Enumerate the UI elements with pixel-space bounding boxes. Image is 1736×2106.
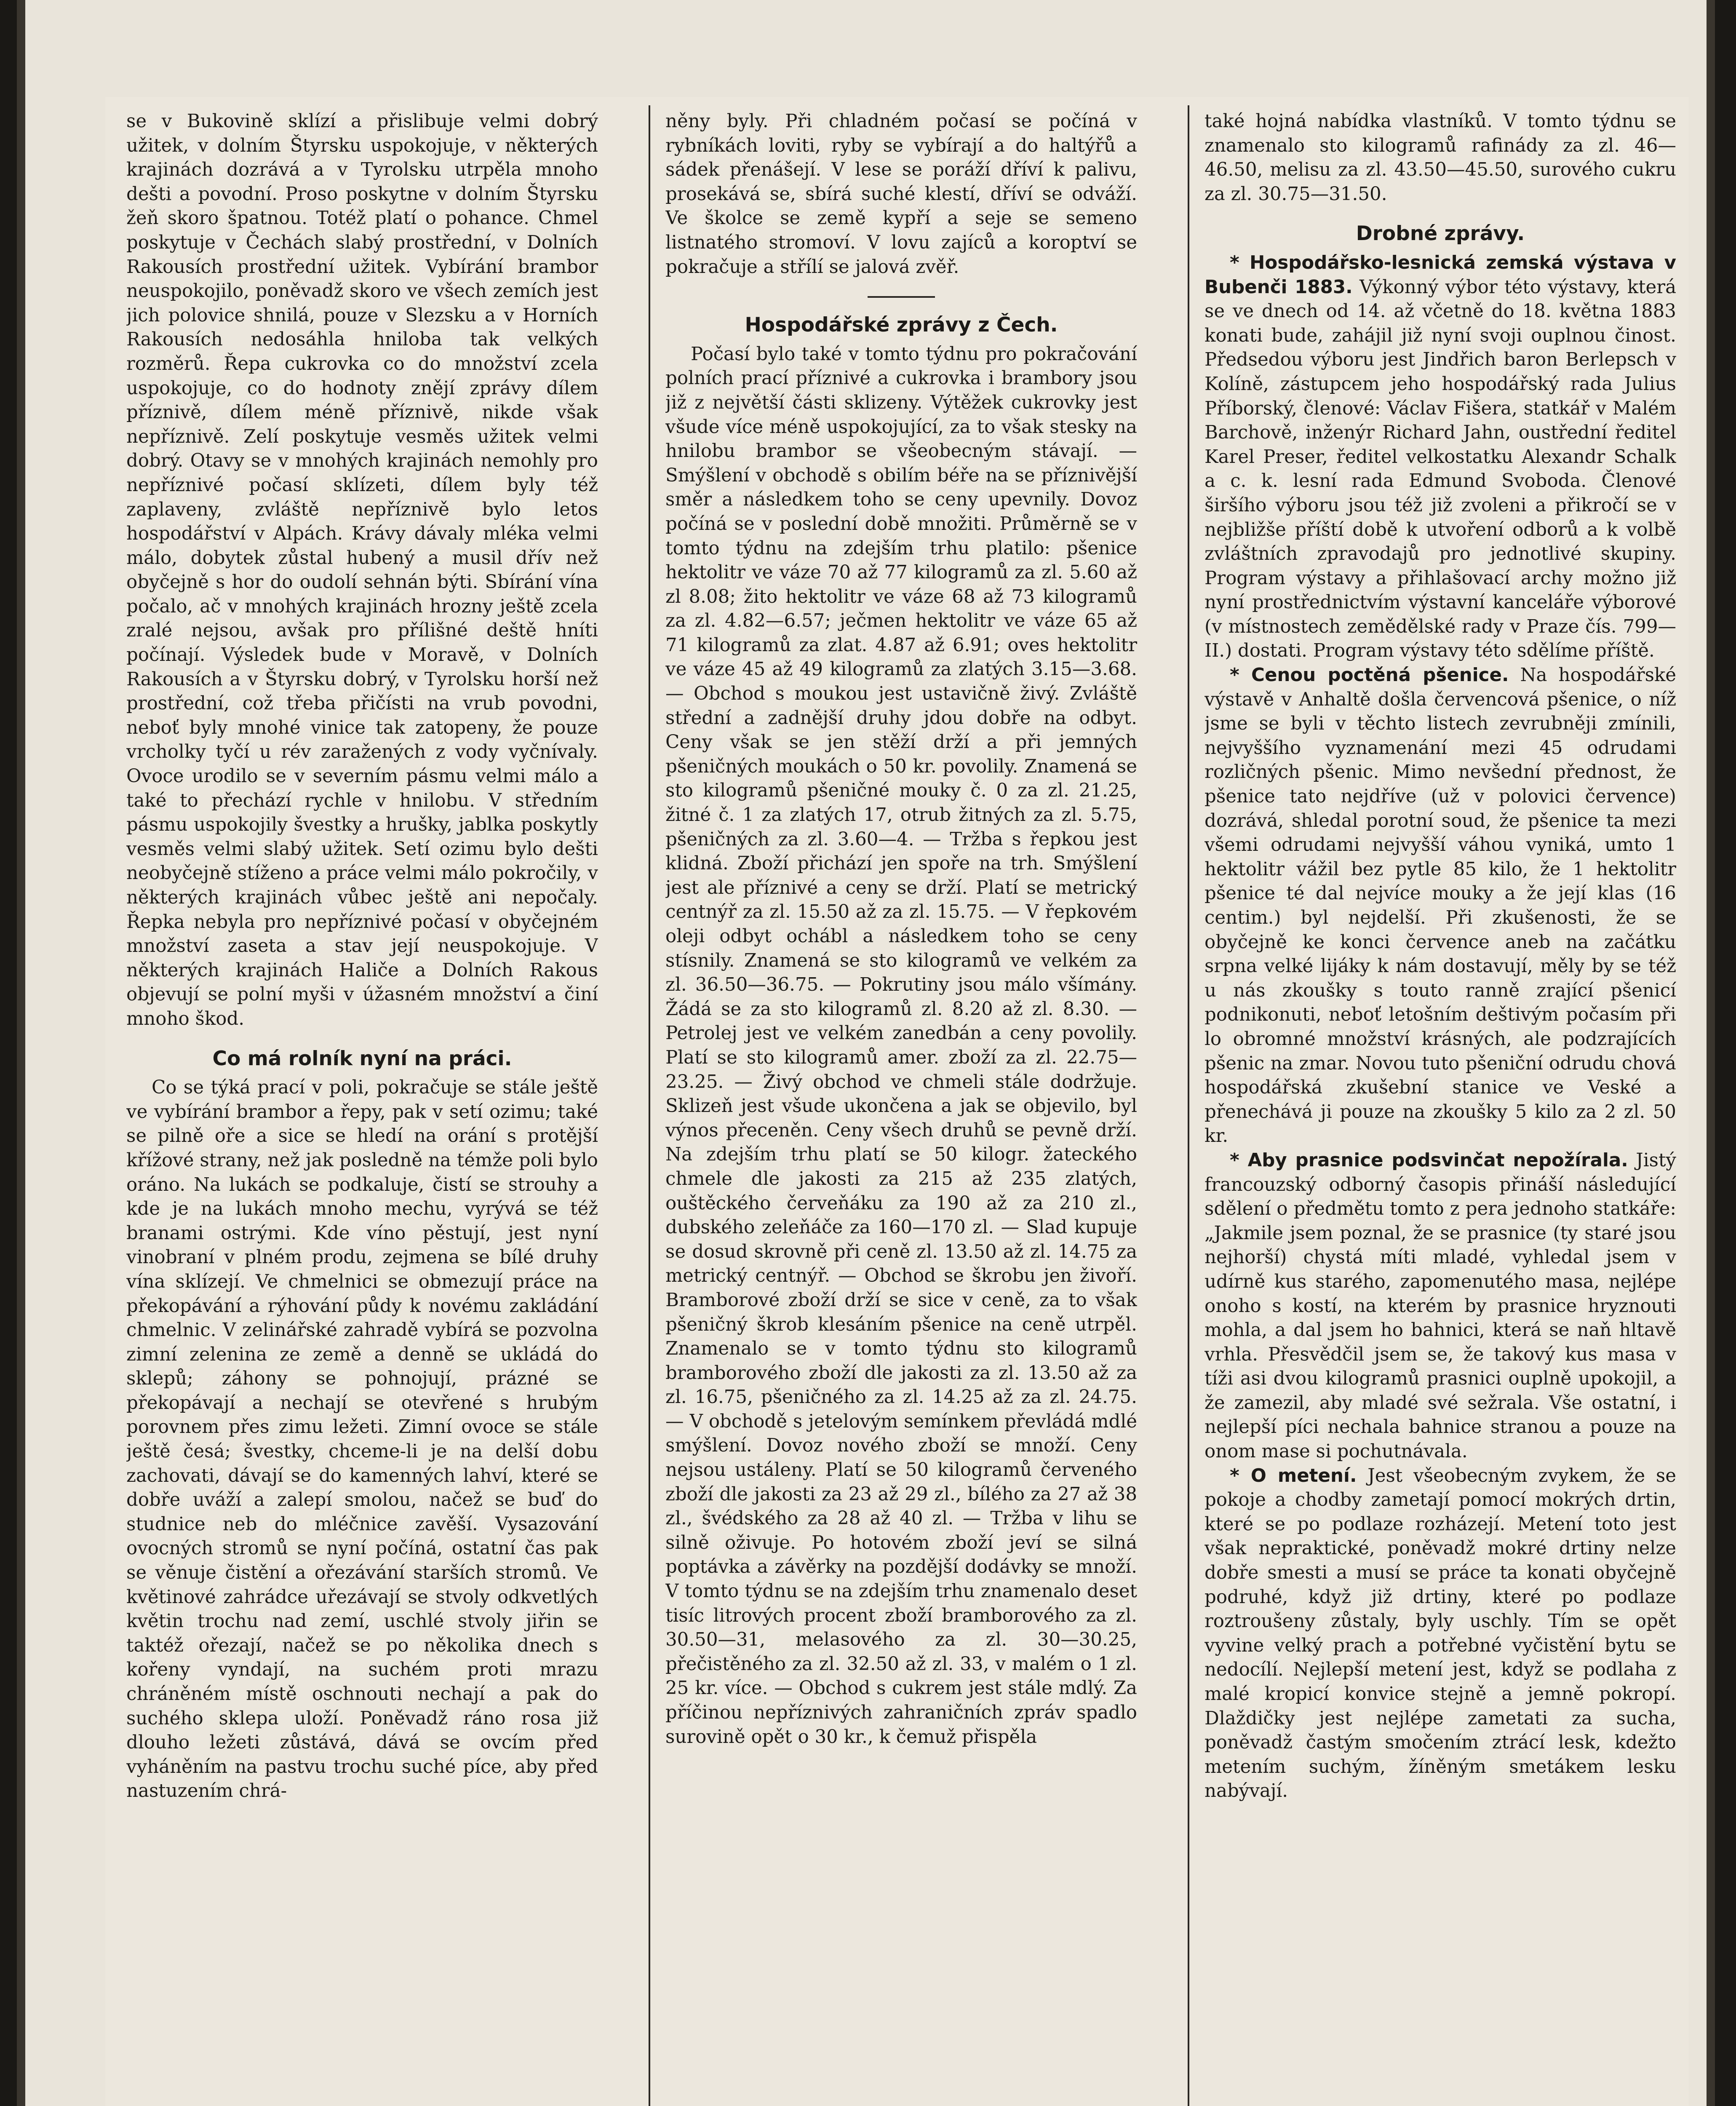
- column-rule: [1188, 105, 1189, 2106]
- column-3: [1205, 110, 1676, 2106]
- newspaper-page: [105, 97, 1689, 2106]
- column-2: [665, 110, 1137, 2106]
- continued-paragraph: se v Bukovině sklízí a přislibuje velmi dobrý užitek, v dolním Štyrsku uspokojuje, v některých krajinách dozrává a v Tyrolsku utrpěla mnoho dešti a povodní. Proso poskytne v dolním Štyrsku žeň skoro špatnou. Totéž platí o pohance. Chmel poskytuje v Čechách slabý prostřední, v Dolních Rakousích prostřední užitek. Vybírání brambor neuspokojilo, poněvadž skoro ve všech zemích jest jich polovice shnilá, pouze v Slezsku a v Horních Rakousích nedosáhla hniloba tak velkých rozměrů. Řepa cukrovka co do množství zcela uspokojuje, co do hodnoty znějí zprávy dílem příznivě, dílem méně příznivě, nikde však nepříznivě. Zelí poskytuje vesměs užitek velmi dobrý. Otavy se v mnohých krajinách nemohly pro nepříznivé počasí sklízeti, dílem byly též zaplaveny, zvláště nepříznivě bylo letos hospodářství v Alpách. Krávy dávaly mléka velmi málo, dobytek zůstal hubený a musil dřív než obyčejně s hor do oudolí sehnán býti. Sbírání vína počalo, ač v mnohých krajinách hrozny ještě zcela zralé nejsou, avšak pro přílišné deště hníti počínají. Výsledek bude v Moravě, v Dolních Rakousích a v Štyrsku dobrý, v Tyrolsku horší než prostřední, což třeba přičísti na vrub povodni, neboť byly mnohé vinice tak zatopeny, že pouze vrcholky tyčí u rév zaražených z vody vyčnívaly. Ovoce urodilo se v severním pásmu velmi málo a také to přechází rychle v hnilobu. V středním pásmu uspokojily švestky a hrušky, jablka poskytly vesměs velmi slabý užitek. Setí ozimu bylo dešti neobyčejně stíženo a práce velmi málo pokročily, v některých krajinách vůbec ještě ani nepočaly. Řepka nebyla pro nepříznivé počasí v obyčejném množství zaseta a stav její neuspokojuje. V některých krajinách Haliče a Dolních Rakous objevují se polní myši v úžasném množství a činí mnoho škod.: [126, 111, 598, 1029]
- column-rule: [649, 105, 650, 2106]
- news-item-title: * Aby prasnice podsvinčat nepožírala.: [1230, 1149, 1628, 1171]
- paragraph: Co se týká prací v poli, pokračuje se stále ještě ve vybírání brambor a řepy, pak v setí ozimu; také se pilně oře a sice se hledí na orání s protější křížové strany, než jak posledně na témže poli bylo oráno. Na lukách se podkaluje, čistí se strouhy a kde je na lukách mnoho mechu, vyrývá se též branami ostrými. Kde víno pěstují, jest nyní vinobraní v plném produ, zejmena se bílé druhy vína sklízejí. Ve chmelnici se obmezují práce na překopávání a rýhování půdy k novému zakládání chmelnic. V zelinářské zahradě vybírá se pozvolna zimní zelenina ze země a denně se ukládá do sklepů; záhony se pohnojují, prázné se překopávají a nechají se otevřené s hrubým porovnem přes zimu ležeti. Zimní ovoce se stále ještě česá; švestky, chceme-li je na delší dobu zachovati, dávají se do kamenných lahví, které se dobře uváží a zalepí smolou, načež se buď do studnice neb do mléčnice zavěší. Vysazování ovocných stromů se nyní počíná, ostatní čas pak se věnuje čistění a ořezávání starších stromů. Ve květinové zahrádce uřezávají se stvoly odkvetlých květin trochu nad zemí, uschlé stvoly jiřin se taktéž ořezají, načež se po několika dnech s kořeny vyndají, na suchém proti mrazu chráněném místě oschnouti nechají a pak do suchého sklepa uloží. Poněvadž ráno rosa již dlouho ležeti zůstává, dává se ovcím před vyháněním na pastvu trochu suché píce, aby před nastuzením chrá-: [126, 1077, 598, 1802]
- news-item-title: * Hospodářsko-lesnická zemská výstava v Bubenči 1883.: [1205, 252, 1676, 298]
- news-item-text: Jest všeobecným zvykem, že se pokoje a chodby zametají pomocí mokrých drtin, které se po podlaze rozházejí. Metení toto jest však nepraktické, poněvadž mokré drtiny nelze dobře smesti a musí se práce ta konati obyčejně podruhé, když již drtiny, které po podlaze roztroušeny zůstaly, byly uschly. Tím se opět vyvine velký prach a potřebné vyčistění bytu se nedocílí. Nejlepší metení jest, když se podlaha z malé kropicí konvice stejně a jemně pokropí. Dlaždičky jest nejlépe zametati za sucha, poněvadž častým smočením ztrácí lesk, kdežto metením suchým, žíněným smetákem lesku nabývají.: [1205, 1465, 1676, 1802]
- news-item-text: Na hospodářské výstavě v Anhaltě došla červencová pšenice, o níž jsme se byli v těchto listech zevrubněji zmínili, nejvyššího vyznamenání mezi 45 odrudami rozličných pšenic. Mimo nevšední přednost, že pšenice tato nejdříve (už v polovici července) dozrává, shledal porotní soud, že pšenice ta mezi všemi odrudami nejvyšší váhou vyniká, umto 1 hektolitr vážil bez pytle 85 kilo, že 1 hektolitr pšenice té dal nejvíce mouky a že její klas (16 centim.) byl nejdelší. Při zkušenosti, že se obyčejně ke konci července aneb na začátku srpna velké lijáky k nám dostavují, měly by se též u nás zkoušky s touto ranně zrající pšenicí podnikonuti, neboť letošním deštivým počasím při lo obromné množství krásných, ale podzrajících pšenic na zmar. Novou tuto pšeniční odrudu chová hospodářská zkušební stanice ve Veské a přenechává ji pouze na zkoušky 5 kilo za 2 zl. 50 kr.: [1205, 665, 1676, 1147]
- news-item-title: * O metení.: [1230, 1465, 1357, 1486]
- column-1: [126, 110, 598, 2106]
- section-heading: Hospodářské zprávy z Čech.: [745, 313, 1058, 337]
- news-item-text: Výkonný výbor této výstavy, která se ve dnech od 14. až včetně do 18. května 1883 konati bude, zahájil již nyní svoji ouplnou činost. Předsedou výboru jest Jindřich baron Berlepsch v Kolíně, zástupcem jeho hospodářský rada Julius Příborský, členové: Václav Fišera, statkář v Malém Barchově, inženýr Richard Jahn, oustřední ředitel Karel Preser, ředitel velkostatku Alexandr Schalk a c. k. lesní rada Edmund Svoboda. Členové širšího výboru jsou též již zvoleni a přikročí se v nejbližše příští době k utvoření odborů a k volbě zvláštních zpravodajů pro jednotlivé skupiny. Program výstavy a přihlašovací archy možno již nyní prostřednictvím výstavní kanceláře výborové (v místnostech zemědělské rady v Praze čís. 799—II.) dostati. Program výstavy této sdělíme příště.: [1205, 276, 1676, 662]
- continued-paragraph: něny byly. Při chladném počasí se počíná v rybníkách loviti, ryby se vybírají a do haltýřů a sádek přenášejí. V lese se poráží dříví k palivu, prosekává se, sbírá suché klestí, dříví se odváží. Ve školce se země kypří a seje se semeno listnatého stromoví. V lovu zajíců a koroptví se pokračuje a střílí se jalová zvěř.: [665, 111, 1137, 278]
- news-item: [1205, 1464, 1676, 1804]
- section-heading: Co má rolník nyní na práci.: [212, 1047, 512, 1070]
- section-heading: Drobné zprávy.: [1356, 222, 1525, 246]
- news-item: [1205, 1149, 1676, 1464]
- news-item-text: Jistý francouzský odborný časopis přináší následující sdělení o předmětu tomto z pera jednoho statkáře: „Jakmile jsem poznal, že se prasnice (ty staré jsou nejhorší) chystá míti mladé, vyhledal jsem v udírně kus starého, zapomenutého masa, nejlépe onoho s kostí, na kterém by prasnice hryznouti mohla, a dal jsem ho bahnici, která se naň hltavě vrhla. Přesvědčil jsem se, že takový kus masa v tíži asi dvou kilogramů prasnici ouplně upokojil, a že zamezil, aby mladé své sežrala. Vše ostatní, i nejlepší píci nechala bahnice stranou a pouze na onom mase si pochutnávala.: [1205, 1149, 1676, 1462]
- scan-edge-left: [0, 0, 38, 2106]
- paragraph: Počasí bylo také v tomto týdnu pro pokračování polních prací příznivé a cukrovka i brambory jsou již z největší části sklizeny. Výtěžek cukrovky jest všude více méně uspokojující, za to však stesky na hnilobu brambor se všeobecným stávají. — Smýšlení v obchodě s obilím béře na se příznivější směr a následkem toho se ceny upevnily. Dovoz počíná se v poslední době množiti. Průměrně se v tomto týdnu na zdejším trhu platilo: pšenice hektolitr ve váze 70 až 77 kilogramů za zl. 5.60 až zl 8.08; žito hektolitr ve váze 68 až 73 kilogramů za zl. 4.82—6.57; ječmen hektolitr ve váze 65 až 71 kilogramů za zlat. 4.87 až 6.91; oves hektolitr ve váze 45 až 49 kilogramů za zlatých 3.15—3.68. — Obchod s moukou jest ustavičně živý. Zvláště střední a zadnější druhy jdou dobře na odbyt. Ceny však se jen stěží drží a při jemných pšeničných moukách o 50 kr. povolily. Znamená se sto kilogramů pšeničné mouky č. 0 za zl. 21.25, žitné č. 1 za zlatých 17, otrub žitných za zl. 5.75, pšeničných za zl. 3.60—4. — Tržba s řepkou jest klidná. Zboží přichází jen spoře na trh. Smýšlení jest ale příznivé a ceny se drží. Platí se metrický centnýř za zl. 15.50 až za zl. 15.75. — V řepkovém oleji odbyt ochábl a následkem toho se ceny stísnily. Znamená se sto kilogramů ve velkém za zl. 36.50—36.75. — Pokrutiny jsou málo všímány. Žádá se za sto kilogramů zl. 8.20 až zl. 8.30. — Petrolej jest ve velkém zanedbán a ceny povolily. Platí se sto kilogramů amer. zboží za zl. 22.75—23.25. — Živý obchod ve chmeli stále dodržuje. Sklizeň jest všude ukončena a jak se objevilo, byl výnos přeceněn. Ceny všech druhů se pevně drží. Na zdejším trhu platí se 50 kilogr. žateckého chmele dle jakosti za 215 až 235 zlatých, ouštěckého červeňáku za 190 až za 210 zl., dubského zeleňáče za 160—170 zl. — Slad kupuje se dosud skrovně při ceně zl. 13.50 až zl. 14.75 za metrický centnýř. — Obchod se škrobu jen živoří. Bramborové zboží drží se sice v ceně, za to však pšeničný škrob klesáním pšenice na ceně utrpěl. Znamenalo se v tomto týdnu sto kilogramů bramborového zboží dle jakosti za zl. 13.50 až za zl. 16.75, pšeničného za zl. 14.25 až za zl. 24.75. — V obchodě s jetelovým semínkem převládá mdlé smýšlení. Dovoz nového zboží se množí. Ceny nejsou ustáleny. Platí se 50 kilogramů červeného zboží dle jakosti za 23 až 29 zl., bílého za 27 až 38 zl., švédského za 28 až 40 zl. — Tržba v lihu se silně oživuje. Po hotovém zboží jeví se silná poptávka a závěrky na pozdější dodávky se množí. V tomto týdnu se na zdejším trhu znamenalo deset tisíc litrových procent zboží bramborového za zl. 30.50—31, melasového za zl. 30—30.25, přečistěného za zl. 32.50 až zl. 33, v malém o 1 zl. 25 kr. více. — Obchod s cukrem jest stále mdlý. Za příčinou nepříznivých zahraničních zpráv spadlo surovině opět o 30 kr., k čemuž přispěla: [665, 343, 1137, 1748]
- section-divider: [868, 296, 935, 298]
- news-item: [1205, 251, 1676, 663]
- continued-paragraph: také hojná nabídka vlastníků. V tomto týdnu se znamenalo sto kilogramů rafinády za zl. 46—46.50, melisu za zl. 43.50—45.50, surového cukru za zl. 30.75—31.50.: [1205, 111, 1676, 205]
- news-item-title: * Cenou poctěná pšenice.: [1230, 665, 1509, 686]
- scan-edge-right: [1698, 0, 1736, 2106]
- news-item: [1205, 663, 1676, 1149]
